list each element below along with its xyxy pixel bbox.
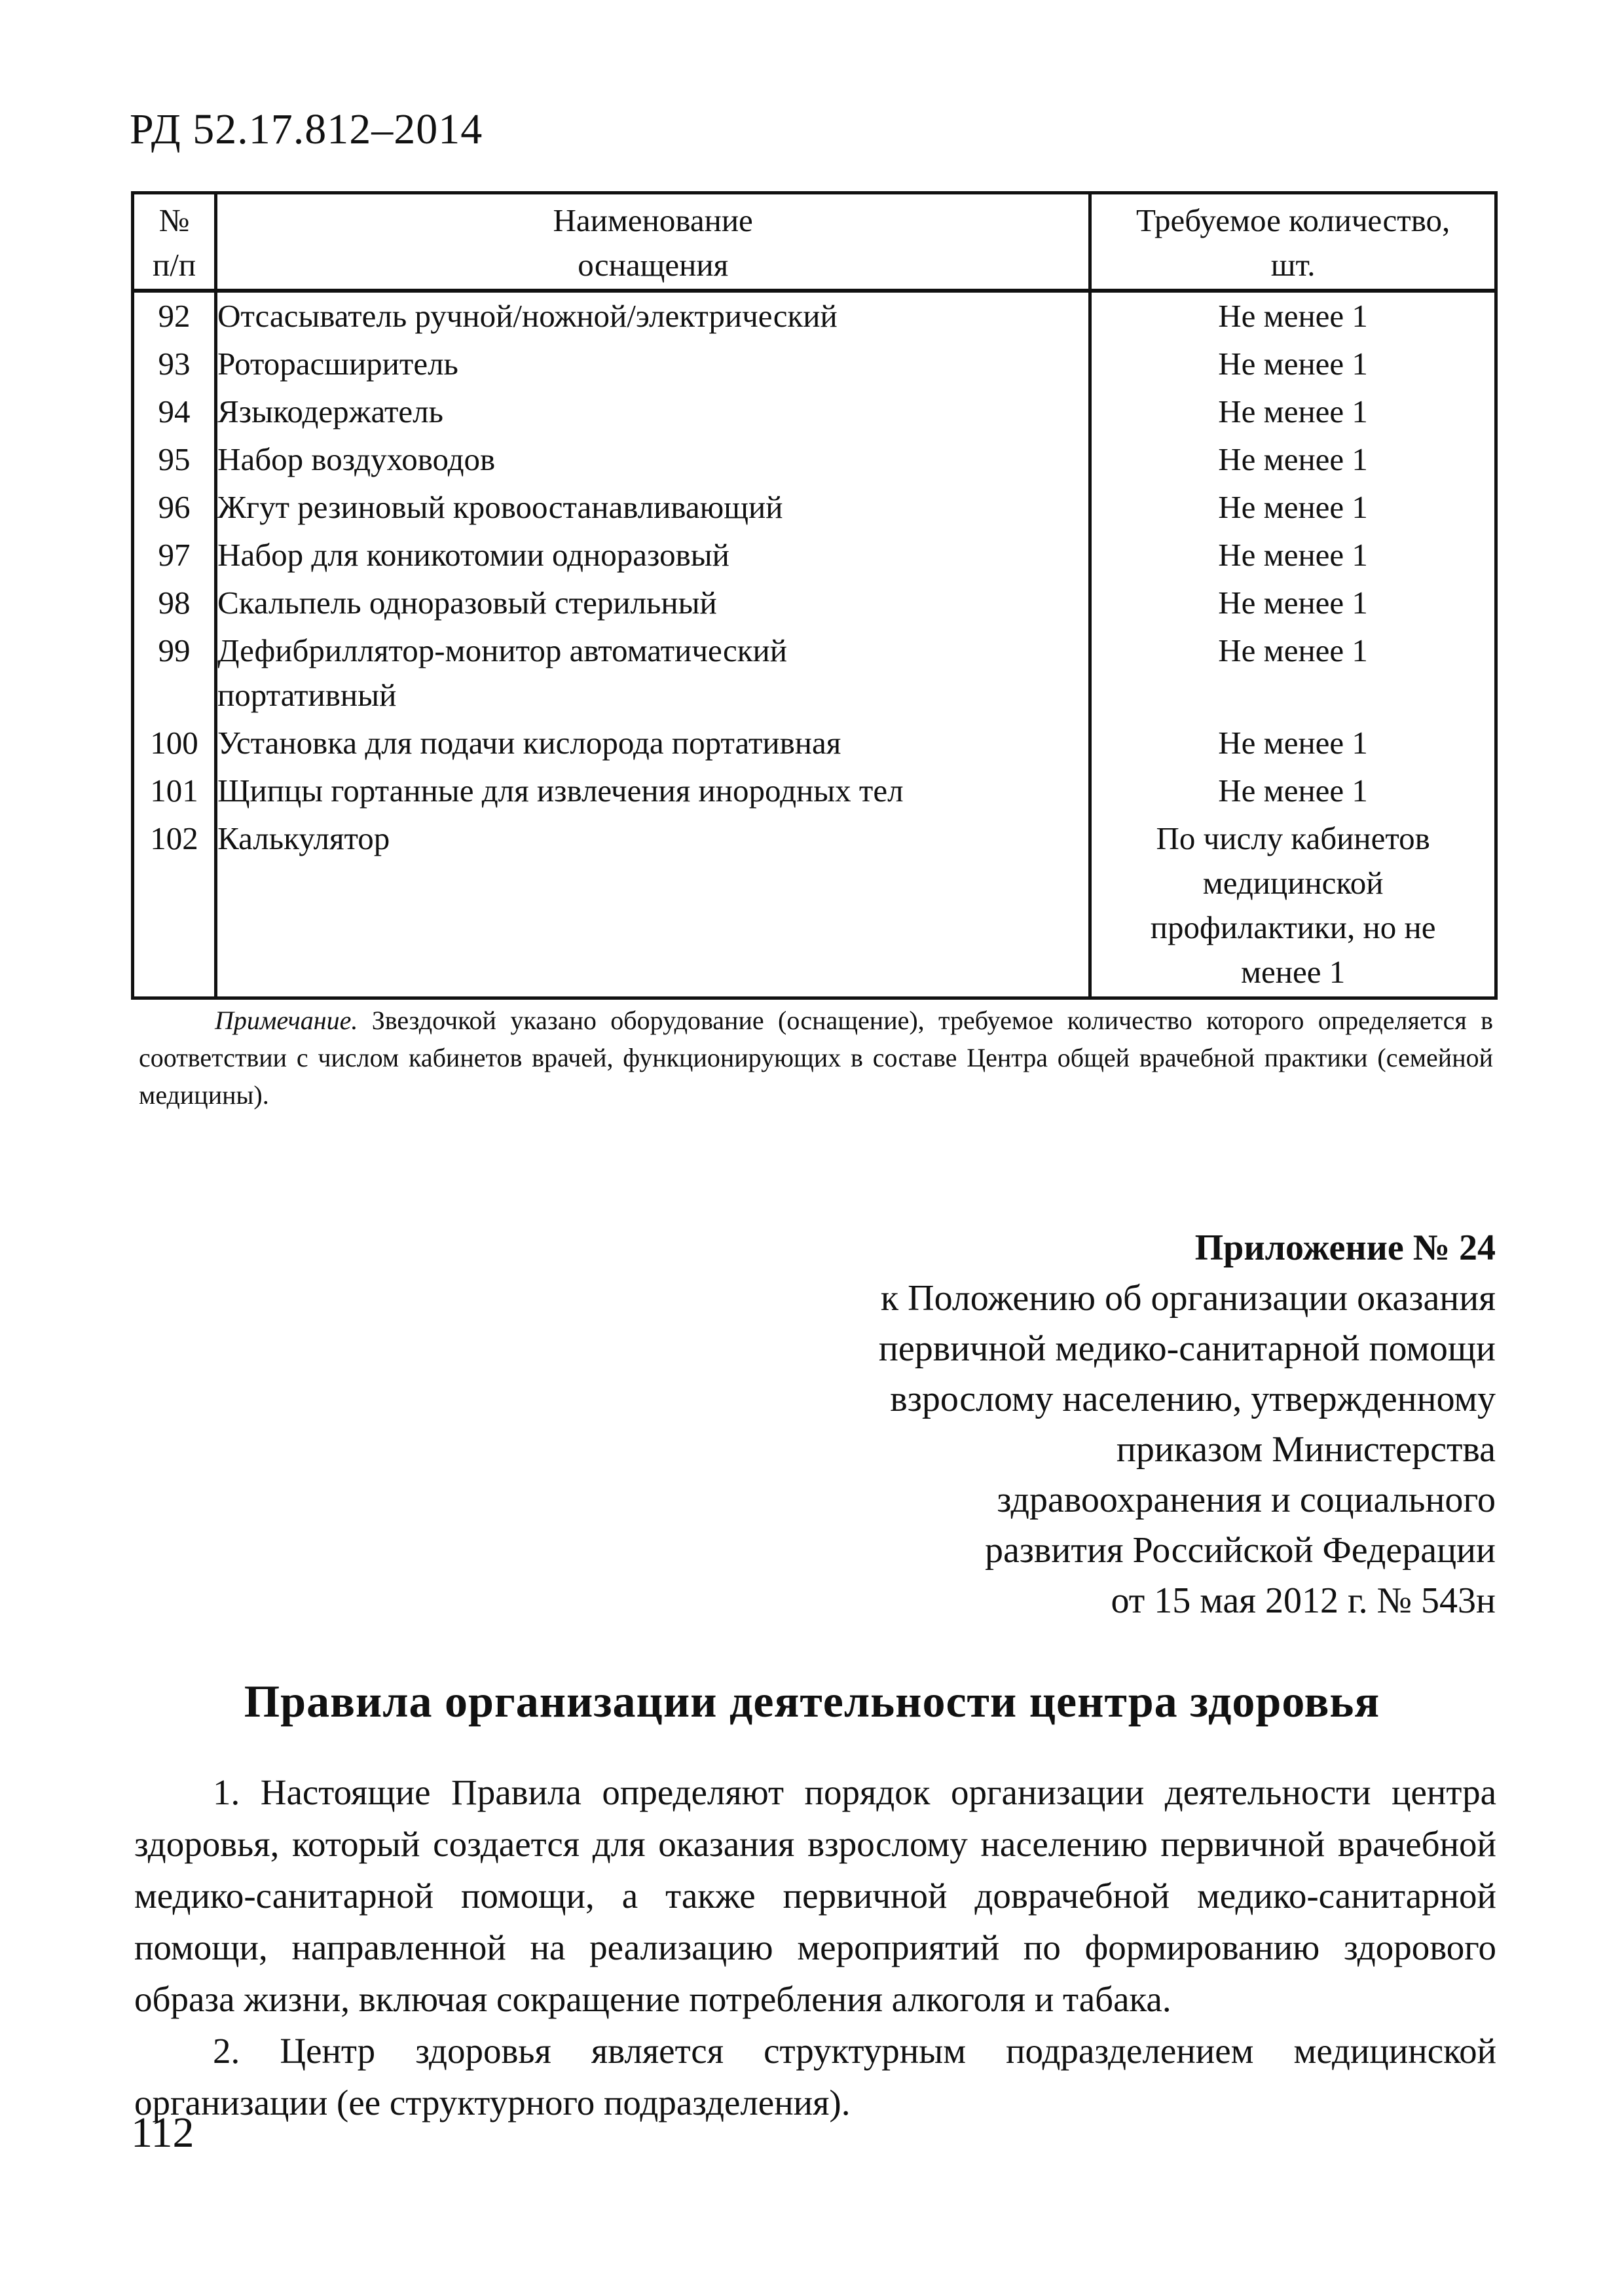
header-qty-line1: Требуемое количество, <box>1135 202 1450 238</box>
row-qty: Не менее 1 <box>1090 484 1496 532</box>
table-row <box>133 388 1496 436</box>
table-row <box>133 815 1496 998</box>
table-row <box>133 720 1496 767</box>
table-row <box>133 340 1496 388</box>
row-qty: По числу кабинетов медицинской профилактики, но не менее 1 <box>1090 815 1496 998</box>
row-name: Дефибриллятор-монитор автоматический портативный <box>216 627 1090 720</box>
row-name: Отсасыватель ручной/ножной/электрический <box>216 291 1090 340</box>
table-row <box>133 627 1496 720</box>
row-num: 92 <box>133 291 216 340</box>
row-qty: Не менее 1 <box>1090 532 1496 579</box>
appendix-block <box>710 1223 1496 1626</box>
row-name: Скальпель одноразовый стерильный <box>216 579 1090 627</box>
row-qty: Не менее 1 <box>1090 436 1496 484</box>
paragraph-1: 1. Настоящие Правила определяют порядок организации деятельности центра здоровья, который создается для оказания взрослому населению первичной врачебной медико-санитарной помощи, а также первичной доврачебной медико-санитарной помощи, направленной на реализацию мероприятий по формированию здорового образа жизни, включая сокращение потребления алкоголя и табака. <box>134 1772 1496 2019</box>
appendix-line: от 15 мая 2012 г. № 543н <box>1111 1580 1496 1621</box>
row-num: 96 <box>133 484 216 532</box>
row-qty: Не менее 1 <box>1090 627 1496 720</box>
row-name: Установка для подачи кислорода портативная <box>216 720 1090 767</box>
table-row <box>133 767 1496 815</box>
row-num: 98 <box>133 579 216 627</box>
header-name-line2: оснащения <box>578 247 729 283</box>
row-qty: Не менее 1 <box>1090 291 1496 340</box>
appendix-line: взрослому населению, утвержденному <box>890 1379 1496 1419</box>
note-label: Примечание. <box>215 1006 358 1035</box>
appendix-line: первичной медико-санитарной помощи <box>878 1328 1496 1369</box>
row-name: Калькулятор <box>216 815 1090 998</box>
table-note <box>139 1002 1493 1114</box>
row-qty: Не менее 1 <box>1090 579 1496 627</box>
section-title: Правила организации деятельности центра здоровья <box>244 1677 1380 1727</box>
body-text <box>134 1766 1496 2128</box>
paragraph-2: 2. Центр здоровья является структурным подразделением медицинской организации (ее структурного подразделения). <box>134 2031 1496 2123</box>
row-qty: Не менее 1 <box>1090 388 1496 436</box>
header-name-line1: Наименование <box>553 202 753 238</box>
row-qty: Не менее 1 <box>1090 767 1496 815</box>
header-num <box>133 193 216 291</box>
document-code: РД 52.17.812–2014 <box>130 105 483 153</box>
appendix-line: приказом Министерства <box>1116 1429 1496 1470</box>
row-name: Языкодержатель <box>216 388 1090 436</box>
header-num-line2: п/п <box>153 247 196 283</box>
row-name: Роторасширитель <box>216 340 1090 388</box>
row-qty: Не менее 1 <box>1090 340 1496 388</box>
row-num: 99 <box>133 627 216 720</box>
row-num: 101 <box>133 767 216 815</box>
header-num-line1: № <box>158 202 190 238</box>
row-num: 93 <box>133 340 216 388</box>
table-header-row <box>133 193 1496 291</box>
page-number: 112 <box>131 2109 194 2157</box>
row-name: Набор для коникотомии одноразовый <box>216 532 1090 579</box>
appendix-title: Приложение № 24 <box>1194 1228 1496 1268</box>
appendix-line: здравоохранения и социального <box>997 1480 1496 1520</box>
row-num: 102 <box>133 815 216 998</box>
row-name: Жгут резиновый кровоостанавливающий <box>216 484 1090 532</box>
header-qty-line2: шт. <box>1270 247 1316 283</box>
table-row <box>133 436 1496 484</box>
table-row <box>133 291 1496 340</box>
row-name: Щипцы гортанные для извлечения инородных тел <box>216 767 1090 815</box>
equipment-table <box>131 191 1498 1000</box>
row-name: Набор воздуховодов <box>216 436 1090 484</box>
row-qty: Не менее 1 <box>1090 720 1496 767</box>
appendix-line: развития Российской Федерации <box>984 1530 1496 1571</box>
row-num: 95 <box>133 436 216 484</box>
header-name <box>216 193 1090 291</box>
row-num: 100 <box>133 720 216 767</box>
table-row <box>133 484 1496 532</box>
note-text: Звездочкой указано оборудование (оснащение), требуемое количество которого определяется в соответствии с числом кабинетов врачей, функционирующих в составе Центра общей врачебной практики (семейной медицины). <box>139 1006 1493 1110</box>
row-num: 97 <box>133 532 216 579</box>
appendix-line: к Положению об организации оказания <box>880 1278 1496 1319</box>
table-row <box>133 579 1496 627</box>
row-num: 94 <box>133 388 216 436</box>
table-row <box>133 532 1496 579</box>
header-qty <box>1090 193 1496 291</box>
